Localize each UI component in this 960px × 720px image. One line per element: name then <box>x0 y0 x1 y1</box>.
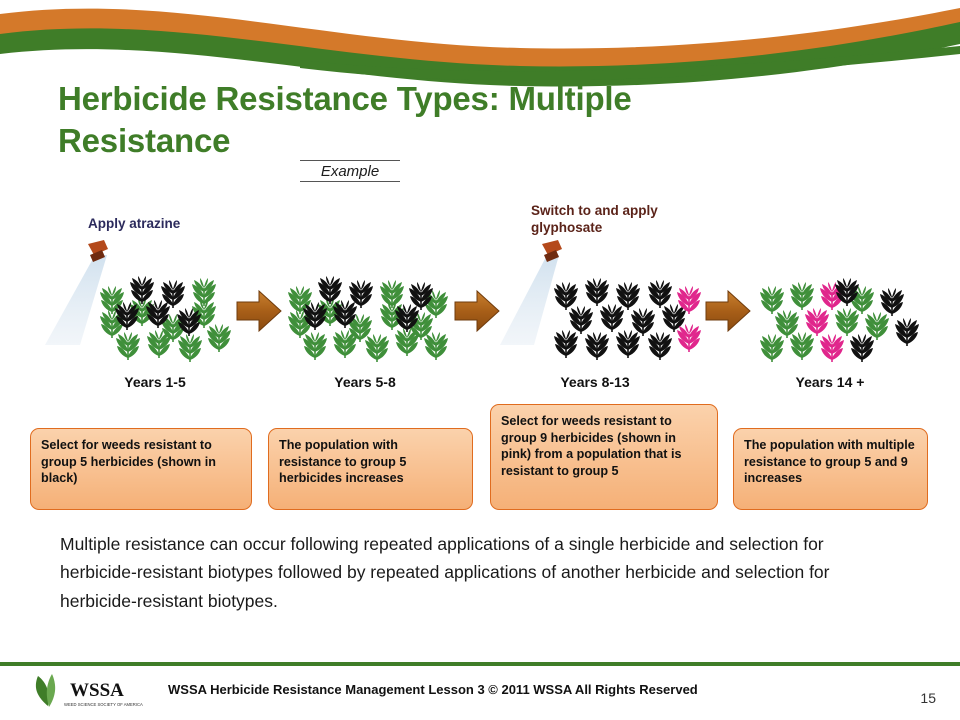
caption-box-1: Select for weeds resistant to group 5 herbicides (shown in black) <box>30 428 252 510</box>
footer-divider <box>0 662 960 666</box>
svg-text:WSSA: WSSA <box>70 680 124 701</box>
stage-4-group <box>760 278 919 362</box>
weed-population-diagram <box>0 240 960 370</box>
page-title: Herbicide Resistance Types: Multiple Resistance <box>58 80 632 160</box>
body-paragraph: Multiple resistance can occur following repeated applications of a single herbicide and selection for herbicide-resistant biotypes followed by repeated applications of another herbicide and selection for herbicide-resistant biotypes. <box>60 534 830 611</box>
footer-copyright: WSSA Herbicide Resistance Management Lesson 3 © 2011 WSSA All Rights Reserved <box>168 682 698 697</box>
spray-label-atrazine: Apply atrazine <box>88 216 181 231</box>
example-label: Example <box>300 160 400 182</box>
spray-label-glyphosate: Switch to and apply glyphosate <box>531 203 658 235</box>
stage-2-group <box>288 276 448 362</box>
stage-3-group <box>500 240 701 360</box>
page-number: 15 <box>920 690 936 706</box>
stage-label-years-8-13: Years 8-13 <box>560 374 630 390</box>
svg-text:WEED SCIENCE SOCIETY OF AMERIC: WEED SCIENCE SOCIETY OF AMERICA <box>64 702 143 707</box>
caption-box-2: The population with resistance to group 5 herbicides increases <box>268 428 473 510</box>
stage-label-years-14-plus: Years 14 + <box>795 374 865 390</box>
arrow-1 <box>237 291 281 331</box>
caption-box-3: Select for weeds resistant to group 9 herbicides (shown in pink) from a population that is resistant to group 5 <box>490 404 718 510</box>
stage-1-group <box>45 240 231 362</box>
arrow-3 <box>706 291 750 331</box>
arrow-2 <box>455 291 499 331</box>
top-decoration <box>0 0 960 90</box>
stage-label-years-5-8: Years 5-8 <box>334 374 396 390</box>
wssa-logo <box>30 670 152 714</box>
stage-label-years-1-5: Years 1-5 <box>124 374 186 390</box>
caption-box-4: The population with multiple resistance to group 5 and 9 increases <box>733 428 928 510</box>
